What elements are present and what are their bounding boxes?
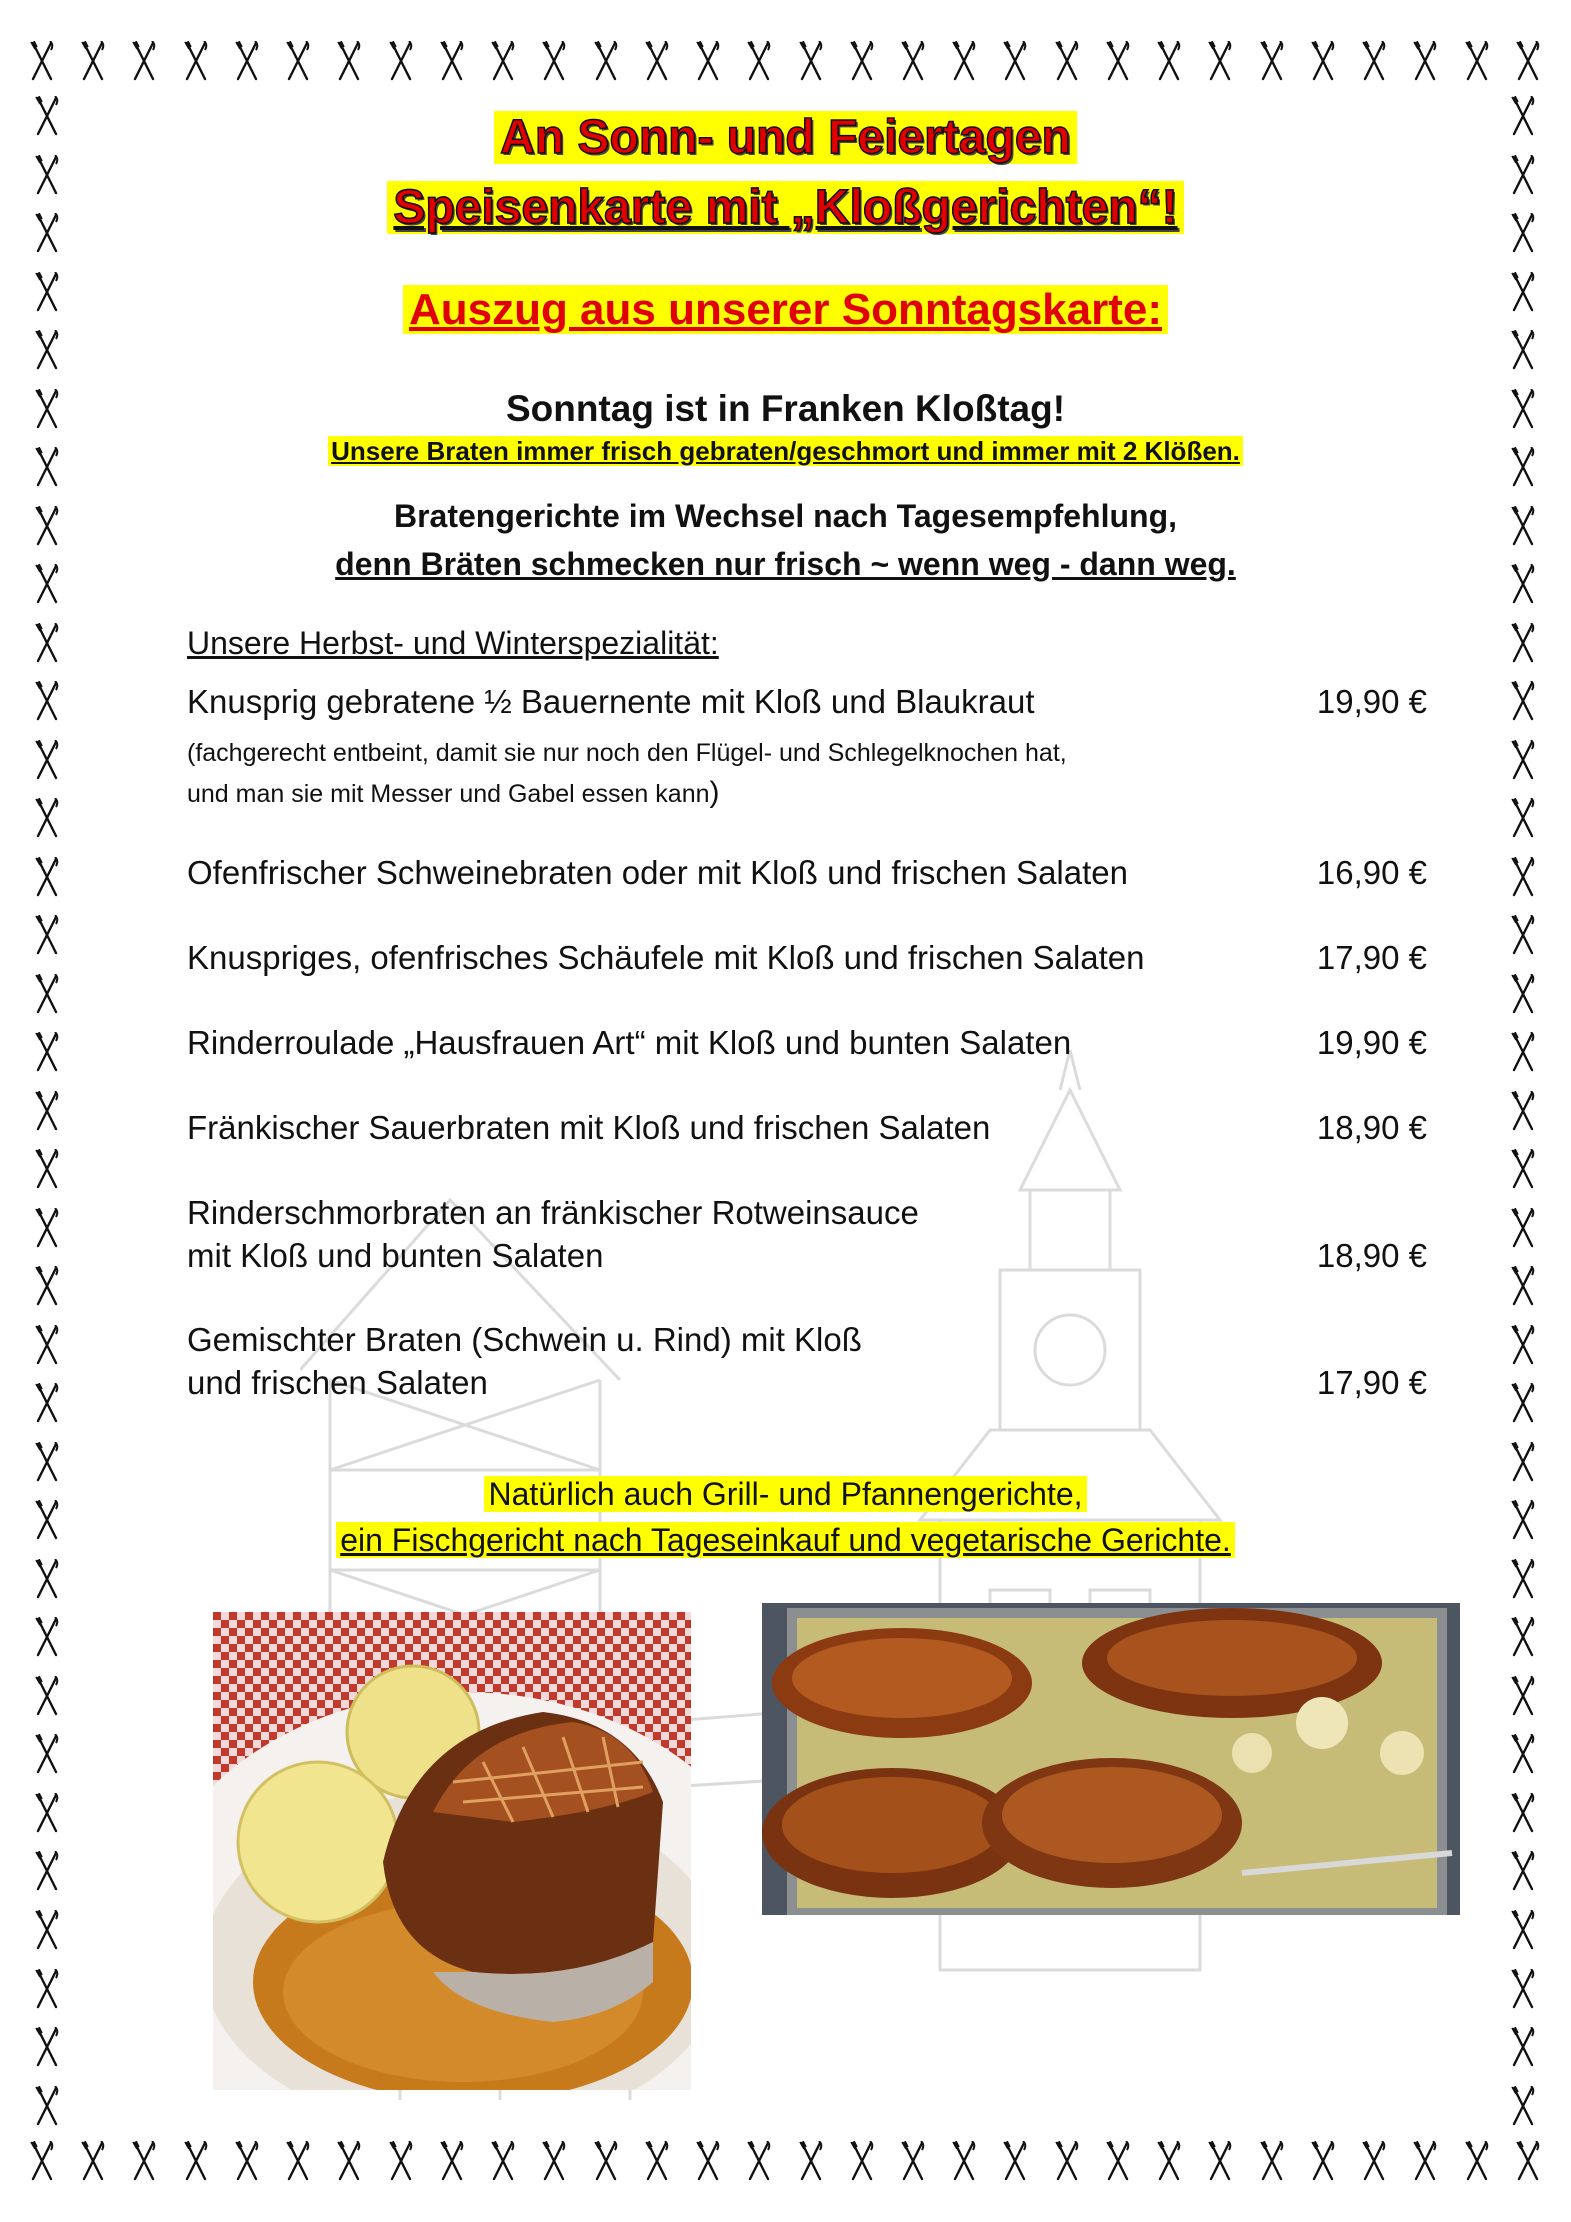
crossed-fork-knife-icon — [1311, 41, 1335, 81]
menu-item-price: 16,90 € — [1316, 854, 1427, 891]
crossed-fork-knife-icon — [286, 41, 310, 81]
crossed-fork-knife-icon — [35, 2027, 59, 2067]
crossed-fork-knife-icon — [35, 857, 59, 897]
crossed-fork-knife-icon — [81, 2141, 105, 2181]
crossed-fork-knife-icon — [440, 41, 464, 81]
menu-item-price: 19,90 € — [1316, 1024, 1427, 1061]
duck-note-line2: und man sie mit Messer und Gabel essen kann) — [187, 776, 720, 809]
crossed-fork-knife-icon — [1511, 1383, 1535, 1423]
border-top — [30, 38, 1540, 84]
crossed-fork-knife-icon — [35, 1325, 59, 1365]
crossed-fork-knife-icon — [850, 41, 874, 81]
crossed-fork-knife-icon — [132, 41, 156, 81]
duck-preparation-note — [187, 733, 1287, 814]
crossed-fork-knife-icon — [1511, 1617, 1535, 1657]
crossed-fork-knife-icon — [1511, 2086, 1535, 2126]
crossed-fork-knife-icon — [35, 1910, 59, 1950]
crossed-fork-knife-icon — [1413, 41, 1437, 81]
crossed-fork-knife-icon — [1511, 330, 1535, 370]
crossed-fork-knife-icon — [1511, 623, 1535, 663]
crossed-fork-knife-icon — [184, 2141, 208, 2181]
menu-item-price: 18,90 € — [1316, 1109, 1427, 1146]
crossed-fork-knife-icon — [901, 41, 925, 81]
crossed-fork-knife-icon — [1208, 41, 1232, 81]
crossed-fork-knife-icon — [35, 798, 59, 838]
menu-item-price: 17,90 € — [1316, 939, 1427, 976]
crossed-fork-knife-icon — [35, 623, 59, 663]
menu-item — [187, 1191, 1427, 1277]
crossed-fork-knife-icon — [1362, 41, 1386, 81]
schaeufele-with-dumplings-photo — [213, 1612, 691, 2090]
crossed-fork-knife-icon — [645, 41, 669, 81]
crossed-fork-knife-icon — [1157, 41, 1181, 81]
crossed-fork-knife-icon — [542, 41, 566, 81]
menu-item-name: Knuspriges, ofenfrisches Schäufele mit Kloß und frischen Salaten — [187, 939, 1145, 976]
crossed-fork-knife-icon — [35, 1676, 59, 1716]
crossed-fork-knife-icon — [1511, 1676, 1535, 1716]
duck-note-line1: (fachgerecht entbeint, damit sie nur noch den Flügel- und Schlegelknochen hat, — [187, 739, 1067, 767]
crossed-fork-knife-icon — [1511, 681, 1535, 721]
crossed-fork-knife-icon — [594, 41, 618, 81]
menu-item-name: Fränkischer Sauerbraten mit Kloß und frischen Salaten — [187, 1109, 991, 1146]
extras-note-line1: Natürlich auch Grill- und Pfannengerichte, — [0, 1476, 1571, 1513]
crossed-fork-knife-icon — [35, 681, 59, 721]
crossed-fork-knife-icon — [35, 1208, 59, 1248]
crossed-fork-knife-icon — [35, 740, 59, 780]
menu-item — [187, 851, 1427, 894]
crossed-fork-knife-icon — [1465, 2141, 1489, 2181]
crossed-fork-knife-icon — [1516, 2141, 1540, 2181]
crossed-fork-knife-icon — [1511, 1969, 1535, 2009]
menu-item-name: Ofenfrischer Schweinebraten oder mit Kloß und frischen Salaten — [187, 854, 1128, 891]
crossed-fork-knife-icon — [81, 41, 105, 81]
crossed-fork-knife-icon — [952, 41, 976, 81]
crossed-fork-knife-icon — [1260, 41, 1284, 81]
crossed-fork-knife-icon — [1511, 1910, 1535, 1950]
crossed-fork-knife-icon — [1511, 1851, 1535, 1891]
menu-title-line2: Speisenkarte mit „Kloßgerichten“! — [0, 180, 1571, 236]
crossed-fork-knife-icon — [1465, 41, 1489, 81]
menu-item-price: 18,90 € — [1316, 1237, 1427, 1274]
crossed-fork-knife-icon — [1055, 41, 1079, 81]
crossed-fork-knife-icon — [389, 41, 413, 81]
crossed-fork-knife-icon — [35, 1969, 59, 2009]
crossed-fork-knife-icon — [1511, 974, 1535, 1014]
rotation-note-line2: denn Bräten schmecken nur frisch ~ wenn weg - dann weg. — [335, 546, 1236, 582]
crossed-fork-knife-icon — [35, 1734, 59, 1774]
crossed-fork-knife-icon — [1511, 798, 1535, 838]
menu-item — [187, 680, 1427, 723]
crossed-fork-knife-icon — [35, 1851, 59, 1891]
crossed-fork-knife-icon — [696, 41, 720, 81]
crossed-fork-knife-icon — [184, 41, 208, 81]
roast-ducks-photo — [762, 1603, 1460, 1915]
crossed-fork-knife-icon — [35, 915, 59, 955]
crossed-fork-knife-icon — [35, 974, 59, 1014]
crossed-fork-knife-icon — [35, 1149, 59, 1189]
crossed-fork-knife-icon — [35, 1383, 59, 1423]
menu-item-name: Knusprig gebratene ½ Bauernente mit Kloß und Blaukraut — [187, 683, 1035, 720]
crossed-fork-knife-icon — [30, 41, 54, 81]
crossed-fork-knife-icon — [1511, 1032, 1535, 1072]
crossed-fork-knife-icon — [30, 2141, 54, 2181]
menu-item — [187, 1106, 1427, 1149]
crossed-fork-knife-icon — [35, 2086, 59, 2126]
crossed-fork-knife-icon — [1511, 1793, 1535, 1833]
crossed-fork-knife-icon — [132, 2141, 156, 2181]
crossed-fork-knife-icon — [35, 1617, 59, 1657]
menu-title: An Sonn- und Feiertagen — [0, 110, 1571, 166]
crossed-fork-knife-icon — [35, 1559, 59, 1599]
crossed-fork-knife-icon — [799, 41, 823, 81]
crossed-fork-knife-icon — [491, 41, 515, 81]
menu-item-name: Rinderroulade „Hausfrauen Art“ mit Kloß und bunten Salaten — [187, 1024, 1072, 1061]
crossed-fork-knife-icon — [35, 330, 59, 370]
sunday-kloss-heading: Sonntag ist in Franken Kloßtag! — [505, 388, 1066, 429]
menu-item-price: 19,90 € — [1316, 683, 1427, 720]
rotation-note-line1: Bratengerichte im Wechsel nach Tagesempfehlung, — [393, 498, 1177, 534]
crossed-fork-knife-icon — [337, 41, 361, 81]
menu-item-price: 17,90 € — [1316, 1364, 1427, 1401]
crossed-fork-knife-icon — [1511, 915, 1535, 955]
crossed-fork-knife-icon — [35, 1266, 59, 1306]
crossed-fork-knife-icon — [1511, 2027, 1535, 2067]
crossed-fork-knife-icon — [35, 1793, 59, 1833]
crossed-fork-knife-icon — [235, 41, 259, 81]
crossed-fork-knife-icon — [1511, 1208, 1535, 1248]
crossed-fork-knife-icon — [1003, 41, 1027, 81]
crossed-fork-knife-icon — [1511, 1149, 1535, 1189]
crossed-fork-knife-icon — [1511, 857, 1535, 897]
menu-item-name: Gemischter Braten (Schwein u. Rind) mit Kloß und frischen Salaten — [187, 1321, 862, 1401]
crossed-fork-knife-icon — [35, 1032, 59, 1072]
crossed-fork-knife-icon — [235, 2141, 259, 2181]
menu-item-name: Rinderschmorbraten an fränkischer Rotweinsauce mit Kloß und bunten Salaten — [187, 1194, 919, 1274]
crossed-fork-knife-icon — [1511, 1734, 1535, 1774]
crossed-fork-knife-icon — [35, 1091, 59, 1131]
specialty-heading: Unsere Herbst- und Winterspezialität: — [187, 625, 719, 661]
crossed-fork-knife-icon — [1516, 41, 1540, 81]
crossed-fork-knife-icon — [1511, 1091, 1535, 1131]
menu-subtitle: Auszug aus unserer Sonntagskarte: — [0, 285, 1571, 335]
crossed-fork-knife-icon — [747, 41, 771, 81]
extras-note-line2: ein Fischgericht nach Tageseinkauf und vegetarische Gerichte. — [0, 1522, 1571, 1559]
menu-item — [187, 936, 1427, 979]
crossed-fork-knife-icon — [1106, 41, 1130, 81]
menu-item — [187, 1021, 1427, 1064]
crossed-fork-knife-icon — [1511, 1559, 1535, 1599]
crossed-fork-knife-icon — [1511, 1266, 1535, 1306]
menu-item — [187, 1318, 1427, 1404]
crossed-fork-knife-icon — [1511, 1325, 1535, 1365]
crossed-fork-knife-icon — [1511, 740, 1535, 780]
fresh-braten-note: Unsere Braten immer frisch gebraten/geschmort und immer mit 2 Klößen. — [0, 436, 1571, 467]
